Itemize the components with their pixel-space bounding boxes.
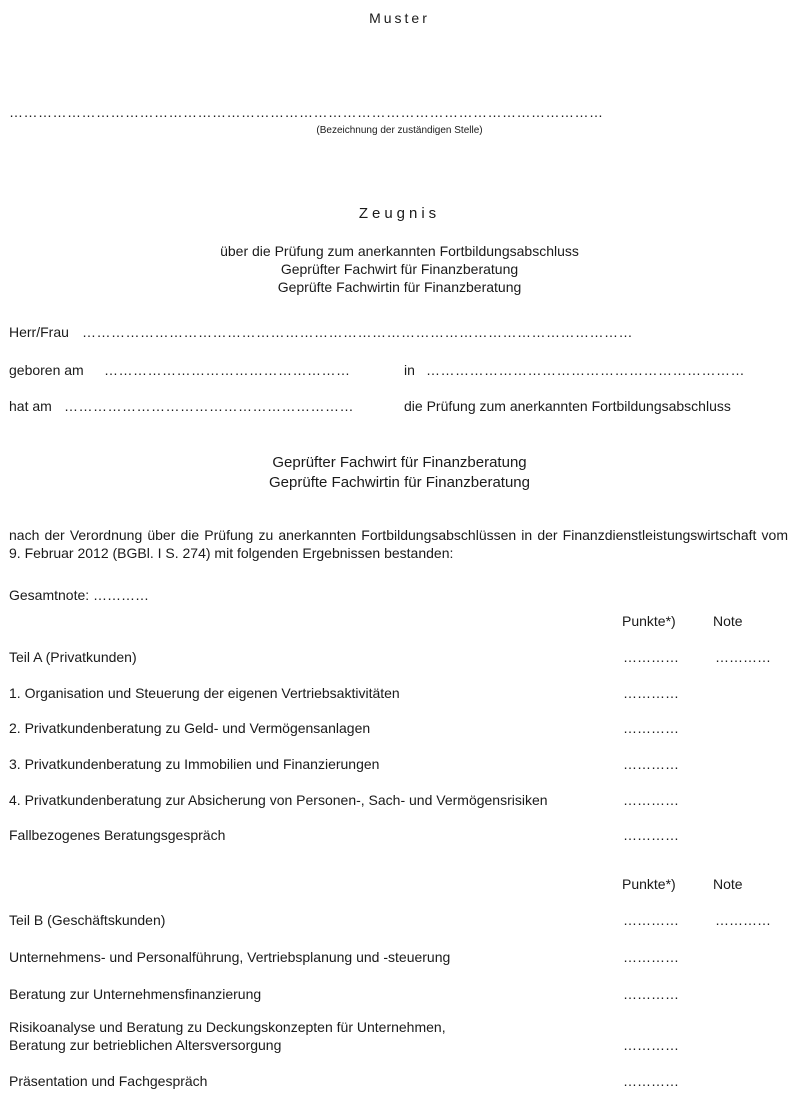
part-b-item-2: Beratung zur Unternehmensfinanzierung — [9, 986, 262, 1002]
part-a-item-3-points: ………… — [623, 756, 679, 772]
born-label: geboren am — [9, 362, 84, 378]
qualification-line-2: Geprüfte Fachwirtin für Finanzberatung — [269, 474, 530, 491]
part-b-points: ………… — [623, 912, 679, 928]
part-a-item-1-points: ………… — [623, 685, 679, 701]
points-column-header: Punkte*) — [622, 613, 676, 629]
part-a-item-2-points: ………… — [623, 720, 679, 736]
part-a-grade: ………… — [715, 649, 771, 665]
name-label: Herr/Frau — [9, 324, 69, 340]
hat-am-label: hat am — [9, 398, 52, 414]
exam-text: die Prüfung zum anerkannten Fortbildungsabschluss — [404, 398, 731, 414]
part-b-item-1: Unternehmens- und Personalführung, Vertriebsplanung und -steuerung — [9, 949, 451, 965]
title-line-1: über die Prüfung zum anerkannten Fortbildungsabschluss — [220, 243, 579, 259]
part-a-points: ………… — [623, 649, 679, 665]
part-a-item-4-points: ………… — [623, 792, 679, 808]
part-b-item-3-line-2: Beratung zur betrieblichen Altersversorgung — [9, 1037, 282, 1053]
grade-column-header-b: Note — [713, 876, 743, 892]
part-b-item-2-points: ………… — [623, 986, 679, 1002]
part-a-heading: Teil A (Privatkunden) — [9, 649, 137, 665]
authority-caption: (Bezeichnung der zuständigen Stelle) — [316, 125, 483, 136]
part-b-item-4: Präsentation und Fachgespräch — [9, 1073, 208, 1089]
regulation-paragraph: nach der Verordnung über die Prüfung zu anerkannten Fortbildungsabschlüssen in der Finanzdienstleistungswirtschaft vom 9. Februar 2012 (BGBl. I S. 274) mit folgenden Ergebnissen bestanden: — [9, 527, 788, 561]
points-column-header-b: Punkte*) — [622, 876, 676, 892]
muster-label: Muster — [369, 10, 430, 26]
part-a-item-3: 3. Privatkundenberatung zu Immobilien und Finanzierungen — [9, 756, 380, 772]
part-a-item-2: 2. Privatkundenberatung zu Geld- und Vermögensanlagen — [9, 720, 371, 736]
part-a-item-5-points: ………… — [623, 827, 679, 843]
place-label: in — [404, 362, 415, 378]
part-a-item-5: Fallbezogenes Beratungsgespräch — [9, 827, 226, 843]
overall-grade: Gesamtnote: ………… — [9, 587, 150, 603]
born-field: …………………………………………… — [104, 362, 351, 378]
part-b-heading: Teil B (Geschäftskunden) — [9, 912, 166, 928]
part-b-item-1-points: ………… — [623, 949, 679, 965]
authority-line: …………………………………………………………………………………………………………… — [9, 104, 604, 120]
part-b-item-4-points: ………… — [623, 1073, 679, 1089]
part-a-item-4: 4. Privatkundenberatung zur Absicherung von Personen-, Sach- und Vermögensrisiken — [9, 792, 548, 808]
part-b-item-3-line-1: Risikoanalyse und Beratung zu Deckungskonzepten für Unternehmen, — [9, 1019, 446, 1035]
place-field: ………………………………………………………… — [426, 362, 745, 378]
part-a-item-1: 1. Organisation und Steuerung der eigenen Vertriebsaktivitäten — [9, 685, 400, 701]
document-title: Zeugnis — [358, 205, 441, 222]
part-b-grade: ………… — [715, 912, 771, 928]
name-field: …………………………………………………………………………………………………… — [82, 324, 633, 340]
part-b-item-3-points: ………… — [623, 1037, 679, 1053]
title-line-3: Geprüfte Fachwirtin für Finanzberatung — [277, 279, 522, 295]
grade-column-header: Note — [713, 613, 743, 629]
exam-date-field: …………………………………………………… — [64, 398, 354, 414]
qualification-line-1: Geprüfter Fachwirt für Finanzberatung — [272, 454, 527, 471]
title-line-2: Geprüfter Fachwirt für Finanzberatung — [280, 261, 519, 277]
